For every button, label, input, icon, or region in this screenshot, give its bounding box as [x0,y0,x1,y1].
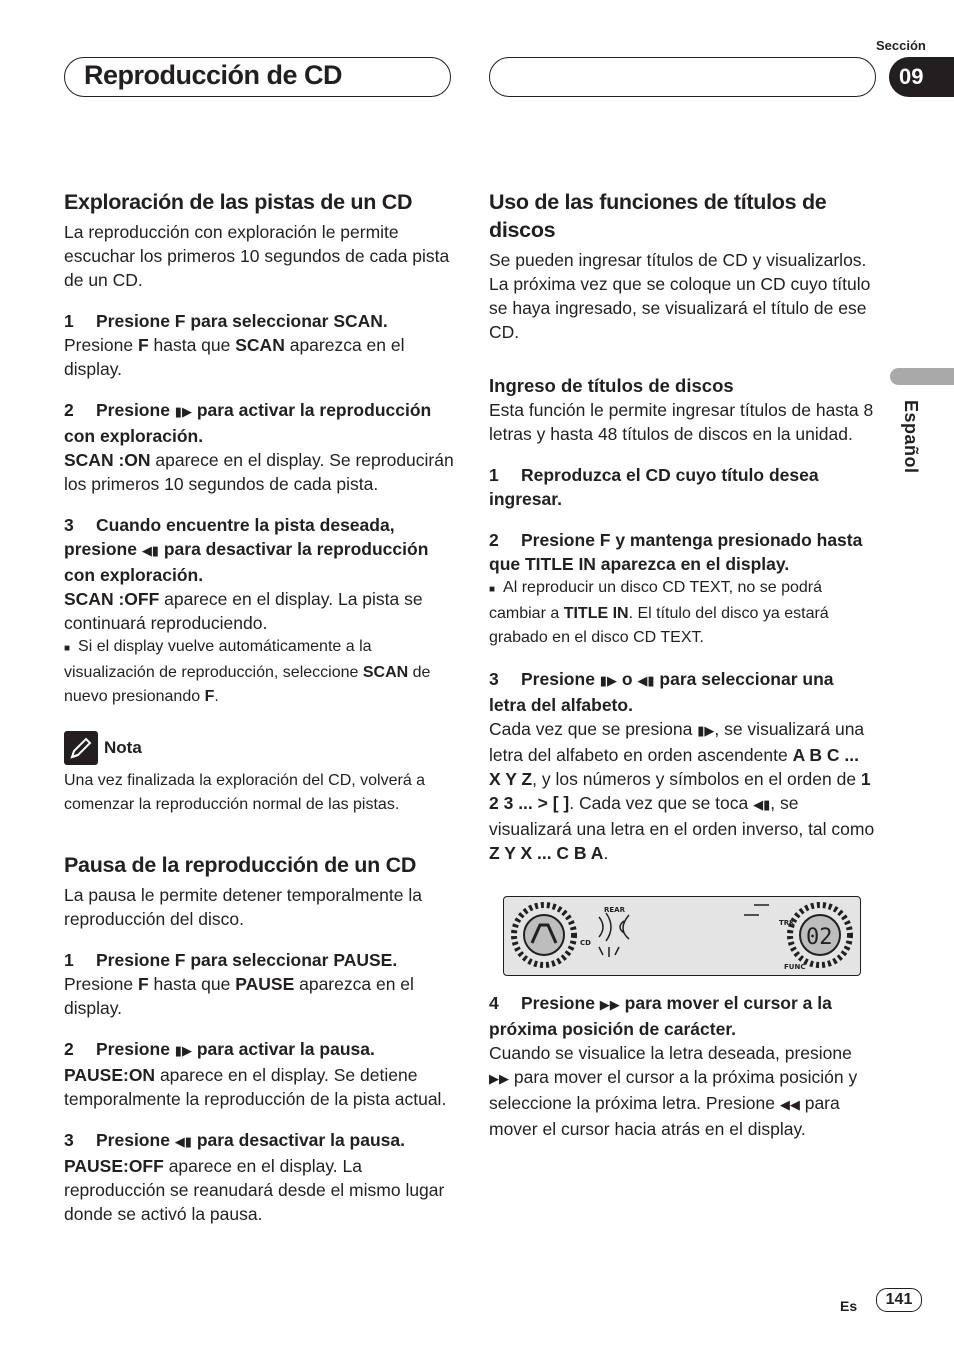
play-pause-icon: ▮▶ [599,673,617,688]
lcd-cd-label: CD [580,939,591,947]
footer-language: Es [840,1298,858,1314]
scan-step-2-text: SCAN :ON aparece en el display. Se reproducirán los primeros 10 segundos de cada pista. [64,450,454,494]
play-pause-icon: ▮▶ [697,723,715,738]
pause-back-icon: ◀▮ [174,1134,192,1149]
titles-step-2-title: 2 Presione F y mantenga presionado hasta que TITLE IN aparezca en el display. [489,530,863,574]
titles-heading: Uso de las funciones de títulos de discos [489,190,827,242]
titles-intro: Se pueden ingresar títulos de CD y visualizarlos. La próxima vez que se coloque un CD cuyo título se haya ingresado, se visualizará el título de ese CD. [489,250,871,342]
lcd-trk-label: TRK [779,919,795,927]
fast-forward-icon: ▶▶ [599,997,620,1012]
language-tab-label: Español [901,400,921,474]
section-number-badge: 09 [889,57,954,97]
bullet-square-icon: ■ [489,584,496,595]
pause-step-1-text: Presione F hasta que PAUSE aparezca en el display. [64,974,414,1018]
note-text: Una vez finalizada la exploración del CD, volverá a comenzar la reproducción normal de las pistas. [64,772,426,813]
lcd-graphic [504,897,859,974]
scan-step-3-title: 3 Cuando encuentre la pista deseada, presione ◀▮ para desactivar la reproducción con exploración. [64,515,429,585]
titles-step-3-title: 3 Presione ▮▶ o ◀▮ para seleccionar una letra del alfabeto. [489,669,834,715]
header-blank-frame [489,57,876,97]
left-dial-icon [514,905,574,965]
titles-step-2-bullet: ■ Al reproducir un disco CD TEXT, no se podrá cambiar a TITLE IN. El título del disco ya estará grabado en el disco CD TEXT. [489,579,829,646]
note-label: Nota [104,738,142,757]
pause-intro: La pausa le permite detener temporalmente la reproducción del disco. [64,885,422,929]
lcd-display-illustration [503,896,861,976]
pause-step-1-title: 1 Presione F para seleccionar PAUSE. [64,950,398,970]
note-pencil-icon [64,731,98,765]
scan-step-1-text: Presione F hasta que SCAN aparezca en el display. [64,335,405,379]
titles-subheading: Ingreso de títulos de discos [489,375,734,396]
pause-step-2-title: 2 Presione ▮▶ para activar la pausa. [64,1039,375,1059]
bullet-square-icon: ■ [64,643,71,654]
right-column [489,188,875,1141]
scan-heading: Exploración de las pistas de un CD [64,190,413,214]
titles-step-4-text: Cuando se visualice la letra deseada, presione ▶▶ para mover el cursor a la próxima posición y seleccione la próxima letra. Presione ◀◀ para mover el cursor hacia atrás en el display. [489,1043,858,1139]
scan-step-1-title: 1 Presione F para seleccionar SCAN. [64,311,388,331]
pause-step-3-text: PAUSE:OFF aparece en el display. La reproducción se reanudará desde el mismo lugar donde se activó la pausa. [64,1156,445,1224]
scan-intro: La reproducción con exploración le permite escuchar los primeros 10 segundos de cada pista de un CD. [64,222,450,290]
play-pause-icon: ▮▶ [174,404,192,419]
pause-step-3-title: 3 Presione ◀▮ para desactivar la pausa. [64,1130,405,1150]
speaker-graphic-icon [599,913,629,957]
pause-step-2-text: PAUSE:ON aparece en el display. Se detiene temporalmente la reproducción de la pista actual. [64,1065,447,1109]
titles-step-3-text: Cada vez que se presiona ▮▶, se visualizará una letra del alfabeto en orden ascendente A B C ... X Y Z, y los números y símbolos en el orden de 1 2 3 ... > [ ]. Cada vez que se toca ◀▮, se visualizará una letra en el orden inverso, tal como Z Y X ... C B A. [489,719,875,863]
lcd-track-number: 02 [806,925,833,950]
left-column [64,188,454,1226]
lcd-rear-label: REAR [604,906,625,914]
scan-step-2-title: 2 Presione ▮▶ para activar la reproducción con exploración. [64,400,432,446]
page-number: 141 [876,1288,922,1312]
fast-forward-icon: ▶▶ [489,1071,509,1086]
pause-heading: Pausa de la reproducción de un CD [64,853,417,877]
lcd-func-label: FUNC [784,963,806,971]
section-label: Sección [876,38,926,53]
scan-bullet: ■ Si el display vuelve automáticamente a la visualización de reproducción, seleccione SCAN de nuevo presionando F. [64,638,431,705]
language-tab-marker [890,368,954,385]
pause-back-icon: ◀▮ [141,543,159,558]
page-title: Reproducción de CD [84,60,343,90]
play-pause-icon: ▮▶ [174,1043,192,1058]
titles-step-4-title: 4 Presione ▶▶ para mover el cursor a la próxima posición de carácter. [489,993,832,1039]
pause-back-icon: ◀▮ [753,797,771,812]
pause-back-icon: ◀▮ [637,673,655,688]
titles-sub-intro: Esta función le permite ingresar títulos de hasta 8 letras y hasta 48 títulos de discos en la unidad. [489,400,874,444]
note-box [64,731,454,817]
rewind-icon: ◀◀ [779,1097,800,1112]
scan-step-3-text: SCAN :OFF aparece en el display. La pista se continuará reproduciendo. [64,589,423,633]
titles-step-1-title: 1 Reproduzca el CD cuyo título desea ingresar. [489,465,819,509]
